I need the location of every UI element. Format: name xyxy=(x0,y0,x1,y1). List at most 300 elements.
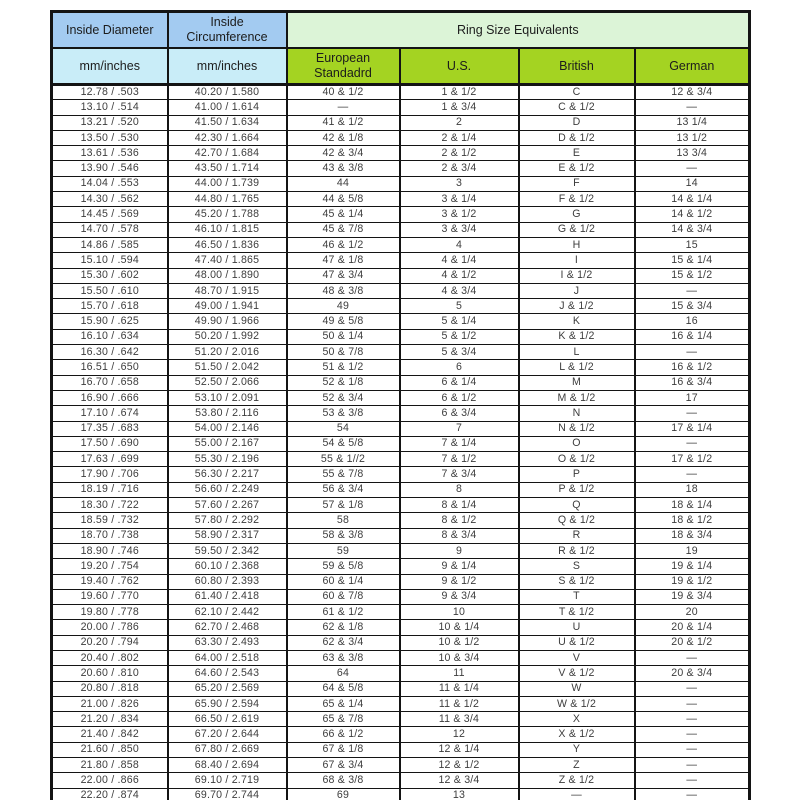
cell: 51 & 1/2 xyxy=(287,360,400,375)
cell: D & 1/2 xyxy=(519,130,635,145)
cell: 41 & 1/2 xyxy=(287,115,400,130)
cell: 56.60 / 2.249 xyxy=(168,482,287,497)
cell: 17.90 / .706 xyxy=(52,467,168,482)
table-row xyxy=(52,773,750,788)
cell: 20 xyxy=(635,605,750,620)
table-row xyxy=(52,85,750,100)
cell: 7 xyxy=(400,421,519,436)
cell: 13.50 / .530 xyxy=(52,130,168,145)
cell: 18 xyxy=(635,482,750,497)
cell: L xyxy=(519,345,635,360)
cell: 16 & 1/4 xyxy=(635,329,750,344)
cell: E xyxy=(519,146,635,161)
cell: 44.00 / 1.739 xyxy=(168,176,287,191)
cell: 47 & 3/4 xyxy=(287,268,400,283)
cell: K & 1/2 xyxy=(519,329,635,344)
table-row xyxy=(52,329,750,344)
cell: 19.40 / .762 xyxy=(52,574,168,589)
cell: P xyxy=(519,467,635,482)
cell: 12 xyxy=(400,727,519,742)
cell: 10 & 1/4 xyxy=(400,620,519,635)
cell: 48 & 3/8 xyxy=(287,283,400,298)
cell: V & 1/2 xyxy=(519,666,635,681)
cell: 19 & 3/4 xyxy=(635,589,750,604)
cell: 15 & 1/4 xyxy=(635,253,750,268)
cell: 69.70 / 2.744 xyxy=(168,788,287,800)
cell: 63.30 / 2.493 xyxy=(168,635,287,650)
header-ring-size-equivalents: Ring Size Equivalents xyxy=(287,12,750,49)
cell: 56.30 / 2.217 xyxy=(168,467,287,482)
table-header xyxy=(52,12,750,85)
cell: 17.63 / .699 xyxy=(52,452,168,467)
table-row xyxy=(52,222,750,237)
cell: 65 & 1/4 xyxy=(287,696,400,711)
cell: 20.20 / .794 xyxy=(52,635,168,650)
cell: R & 1/2 xyxy=(519,543,635,558)
cell: 20.60 / .810 xyxy=(52,666,168,681)
table-row xyxy=(52,176,750,191)
table-row xyxy=(52,283,750,298)
cell: U xyxy=(519,620,635,635)
table-row xyxy=(52,467,750,482)
cell: D xyxy=(519,115,635,130)
cell: 52 & 1/8 xyxy=(287,375,400,390)
cell: 69.10 / 2.719 xyxy=(168,773,287,788)
cell: 45 & 1/4 xyxy=(287,207,400,222)
cell: 2 & 3/4 xyxy=(400,161,519,176)
cell: 17.50 / .690 xyxy=(52,436,168,451)
cell: 65.20 / 2.569 xyxy=(168,681,287,696)
cell: 16 & 1/2 xyxy=(635,360,750,375)
cell: 52 & 3/4 xyxy=(287,390,400,405)
cell: 19.60 / .770 xyxy=(52,589,168,604)
cell: 49.00 / 1.941 xyxy=(168,299,287,314)
cell: 20 & 3/4 xyxy=(635,666,750,681)
cell: 5 & 3/4 xyxy=(400,345,519,360)
cell: N & 1/2 xyxy=(519,421,635,436)
table-row xyxy=(52,192,750,207)
cell: 4 & 1/4 xyxy=(400,253,519,268)
cell: 20 & 1/4 xyxy=(635,620,750,635)
cell: 2 & 1/2 xyxy=(400,146,519,161)
cell: 2 & 1/4 xyxy=(400,130,519,145)
table-row xyxy=(52,130,750,145)
cell: 14 & 3/4 xyxy=(635,222,750,237)
cell: 12 & 1/4 xyxy=(400,742,519,757)
cell: 18.70 / .738 xyxy=(52,528,168,543)
cell: 41.50 / 1.634 xyxy=(168,115,287,130)
cell: 44.80 / 1.765 xyxy=(168,192,287,207)
header-european-standard: European Standadrd xyxy=(287,48,400,85)
table-row xyxy=(52,299,750,314)
cell: — xyxy=(635,283,750,298)
cell: 15 & 1/2 xyxy=(635,268,750,283)
header-inside-circumference: Inside Circumference xyxy=(168,12,287,49)
cell: 60.80 / 2.393 xyxy=(168,574,287,589)
header-us: U.S. xyxy=(400,48,519,85)
cell: 57 & 1/8 xyxy=(287,498,400,513)
cell: 55 & 7/8 xyxy=(287,467,400,482)
cell: 57.80 / 2.292 xyxy=(168,513,287,528)
cell: 4 & 1/2 xyxy=(400,268,519,283)
cell: — xyxy=(635,681,750,696)
cell: 55.30 / 2.196 xyxy=(168,452,287,467)
header-diameter-units: mm/inches xyxy=(52,48,168,85)
cell: 42 & 1/8 xyxy=(287,130,400,145)
table-row xyxy=(52,161,750,176)
cell: Q & 1/2 xyxy=(519,513,635,528)
cell: U & 1/2 xyxy=(519,635,635,650)
cell: 14.86 / .585 xyxy=(52,237,168,252)
cell: M xyxy=(519,375,635,390)
table-row xyxy=(52,758,750,773)
cell: 67 & 3/4 xyxy=(287,758,400,773)
cell: 4 & 3/4 xyxy=(400,283,519,298)
header-german: German xyxy=(635,48,750,85)
cell: S & 1/2 xyxy=(519,574,635,589)
cell: 51.20 / 2.016 xyxy=(168,345,287,360)
cell: M & 1/2 xyxy=(519,390,635,405)
cell: 44 xyxy=(287,176,400,191)
cell: 11 & 3/4 xyxy=(400,712,519,727)
cell: 16.90 / .666 xyxy=(52,390,168,405)
cell: 15.50 / .610 xyxy=(52,283,168,298)
cell: 18.30 / .722 xyxy=(52,498,168,513)
cell: E & 1/2 xyxy=(519,161,635,176)
cell: 5 & 1/2 xyxy=(400,329,519,344)
cell: 11 xyxy=(400,666,519,681)
cell: R xyxy=(519,528,635,543)
cell: 12.78 / .503 xyxy=(52,85,168,100)
cell: — xyxy=(635,696,750,711)
table-row xyxy=(52,115,750,130)
cell: 11 & 1/4 xyxy=(400,681,519,696)
cell: 48.00 / 1.890 xyxy=(168,268,287,283)
table-row xyxy=(52,375,750,390)
cell: 5 xyxy=(400,299,519,314)
table-row xyxy=(52,452,750,467)
cell: 19 & 1/2 xyxy=(635,574,750,589)
cell: 6 & 1/4 xyxy=(400,375,519,390)
table-row xyxy=(52,498,750,513)
cell: 8 & 1/4 xyxy=(400,498,519,513)
cell: 19 & 1/4 xyxy=(635,559,750,574)
header-british: British xyxy=(519,48,635,85)
cell: 66 & 1/2 xyxy=(287,727,400,742)
cell: 7 & 3/4 xyxy=(400,467,519,482)
cell: 17 & 1/4 xyxy=(635,421,750,436)
cell: — xyxy=(635,345,750,360)
cell: 68 & 3/8 xyxy=(287,773,400,788)
cell: 13.21 / .520 xyxy=(52,115,168,130)
cell: 17.35 / .683 xyxy=(52,421,168,436)
cell: O & 1/2 xyxy=(519,452,635,467)
cell: 69 xyxy=(287,788,400,800)
cell: 21.20 / .834 xyxy=(52,712,168,727)
cell: 60 & 7/8 xyxy=(287,589,400,604)
cell: 4 xyxy=(400,237,519,252)
cell: 68.40 / 2.694 xyxy=(168,758,287,773)
cell: I & 1/2 xyxy=(519,268,635,283)
cell: — xyxy=(635,742,750,757)
cell: C xyxy=(519,85,635,100)
table-row xyxy=(52,207,750,222)
cell: 16.30 / .642 xyxy=(52,345,168,360)
cell: 21.60 / .850 xyxy=(52,742,168,757)
cell: 6 & 1/2 xyxy=(400,390,519,405)
cell: 67.80 / 2.669 xyxy=(168,742,287,757)
cell: 22.20 / .874 xyxy=(52,788,168,800)
cell: 50.20 / 1.992 xyxy=(168,329,287,344)
cell: O xyxy=(519,436,635,451)
cell: 59 & 5/8 xyxy=(287,559,400,574)
cell: 47 & 1/8 xyxy=(287,253,400,268)
cell: 41.00 / 1.614 xyxy=(168,100,287,115)
cell: — xyxy=(287,100,400,115)
cell: 14 & 1/2 xyxy=(635,207,750,222)
table-row xyxy=(52,345,750,360)
cell: 18.90 / .746 xyxy=(52,543,168,558)
cell: 20 & 1/2 xyxy=(635,635,750,650)
cell: 1 & 1/2 xyxy=(400,85,519,100)
cell: 3 & 1/2 xyxy=(400,207,519,222)
cell: 16.70 / .658 xyxy=(52,375,168,390)
cell: F xyxy=(519,176,635,191)
cell: W xyxy=(519,681,635,696)
cell: 67 & 1/8 xyxy=(287,742,400,757)
cell: 14.70 / .578 xyxy=(52,222,168,237)
cell: 19.20 / .754 xyxy=(52,559,168,574)
cell: Y xyxy=(519,742,635,757)
cell: 16.10 / .634 xyxy=(52,329,168,344)
cell: 55 & 1//2 xyxy=(287,452,400,467)
cell: G xyxy=(519,207,635,222)
table-row xyxy=(52,635,750,650)
table-row xyxy=(52,543,750,558)
cell: 42 & 3/4 xyxy=(287,146,400,161)
cell: G & 1/2 xyxy=(519,222,635,237)
cell: 10 xyxy=(400,605,519,620)
cell: 16 xyxy=(635,314,750,329)
cell: 15.90 / .625 xyxy=(52,314,168,329)
cell: 42.30 / 1.664 xyxy=(168,130,287,145)
cell: 64.60 / 2.543 xyxy=(168,666,287,681)
cell: 52.50 / 2.066 xyxy=(168,375,287,390)
cell: 18 & 1/4 xyxy=(635,498,750,513)
cell: 15 xyxy=(635,237,750,252)
cell: — xyxy=(635,773,750,788)
cell: V xyxy=(519,650,635,665)
cell: — xyxy=(635,436,750,451)
cell: 58 & 3/8 xyxy=(287,528,400,543)
cell: W & 1/2 xyxy=(519,696,635,711)
cell: 51.50 / 2.042 xyxy=(168,360,287,375)
cell: 65.90 / 2.594 xyxy=(168,696,287,711)
cell: — xyxy=(635,758,750,773)
table-row xyxy=(52,712,750,727)
cell: 14.45 / .569 xyxy=(52,207,168,222)
cell: 40 & 1/2 xyxy=(287,85,400,100)
cell: Q xyxy=(519,498,635,513)
cell: 18.19 / .716 xyxy=(52,482,168,497)
table-row xyxy=(52,482,750,497)
table-row xyxy=(52,421,750,436)
cell: 62.70 / 2.468 xyxy=(168,620,287,635)
table-row xyxy=(52,574,750,589)
table-row xyxy=(52,513,750,528)
cell: 20.40 / .802 xyxy=(52,650,168,665)
cell: 8 & 1/2 xyxy=(400,513,519,528)
table-row xyxy=(52,268,750,283)
cell: 13.61 / .536 xyxy=(52,146,168,161)
cell: C & 1/2 xyxy=(519,100,635,115)
ring-size-table xyxy=(50,10,751,800)
cell: 8 xyxy=(400,482,519,497)
cell: — xyxy=(635,406,750,421)
table-row xyxy=(52,390,750,405)
cell: 5 & 1/4 xyxy=(400,314,519,329)
cell: 14.04 / .553 xyxy=(52,176,168,191)
header-inside-diameter: Inside Diameter xyxy=(52,12,168,49)
cell: 12 & 1/2 xyxy=(400,758,519,773)
table-row xyxy=(52,788,750,800)
cell: 53 & 3/8 xyxy=(287,406,400,421)
cell: 9 & 1/2 xyxy=(400,574,519,589)
cell: X xyxy=(519,712,635,727)
cell: — xyxy=(635,100,750,115)
cell: 44 & 5/8 xyxy=(287,192,400,207)
cell: T & 1/2 xyxy=(519,605,635,620)
cell: 13.10 / .514 xyxy=(52,100,168,115)
cell: 54.00 / 2.146 xyxy=(168,421,287,436)
cell: 12 & 3/4 xyxy=(635,85,750,100)
cell: 54 xyxy=(287,421,400,436)
cell: — xyxy=(635,727,750,742)
cell: 7 & 1/4 xyxy=(400,436,519,451)
table-row xyxy=(52,559,750,574)
cell: Z xyxy=(519,758,635,773)
cell: 13 xyxy=(400,788,519,800)
table-row xyxy=(52,100,750,115)
cell: 16 & 3/4 xyxy=(635,375,750,390)
table-row xyxy=(52,436,750,451)
table-row xyxy=(52,650,750,665)
table-row xyxy=(52,605,750,620)
cell: 60 & 1/4 xyxy=(287,574,400,589)
cell: 22.00 / .866 xyxy=(52,773,168,788)
cell: 49 xyxy=(287,299,400,314)
cell: 59.50 / 2.342 xyxy=(168,543,287,558)
cell: 64 & 5/8 xyxy=(287,681,400,696)
cell: — xyxy=(635,788,750,800)
cell: 43 & 3/8 xyxy=(287,161,400,176)
cell: 6 xyxy=(400,360,519,375)
cell: 20.00 / .786 xyxy=(52,620,168,635)
cell: 14 xyxy=(635,176,750,191)
cell: 13 1/4 xyxy=(635,115,750,130)
table-row xyxy=(52,696,750,711)
cell: 61 & 1/2 xyxy=(287,605,400,620)
cell: 19 xyxy=(635,543,750,558)
cell: 15 & 3/4 xyxy=(635,299,750,314)
table-row xyxy=(52,237,750,252)
cell: 21.40 / .842 xyxy=(52,727,168,742)
cell: — xyxy=(519,788,635,800)
cell: 13 3/4 xyxy=(635,146,750,161)
cell: 7 & 1/2 xyxy=(400,452,519,467)
cell: 49.90 / 1.966 xyxy=(168,314,287,329)
cell: 67.20 / 2.644 xyxy=(168,727,287,742)
cell: 2 xyxy=(400,115,519,130)
cell: 17 xyxy=(635,390,750,405)
cell: 11 & 1/2 xyxy=(400,696,519,711)
table-row xyxy=(52,253,750,268)
cell: 47.40 / 1.865 xyxy=(168,253,287,268)
cell: 61.40 / 2.418 xyxy=(168,589,287,604)
cell: L & 1/2 xyxy=(519,360,635,375)
cell: 65 & 7/8 xyxy=(287,712,400,727)
header-row-titles xyxy=(52,12,750,49)
cell: 18 & 1/2 xyxy=(635,513,750,528)
cell: Z & 1/2 xyxy=(519,773,635,788)
cell: 40.20 / 1.580 xyxy=(168,85,287,100)
cell: 13 1/2 xyxy=(635,130,750,145)
table-row xyxy=(52,528,750,543)
cell: 60.10 / 2.368 xyxy=(168,559,287,574)
cell: 50 & 7/8 xyxy=(287,345,400,360)
table-body xyxy=(52,85,750,800)
cell: P & 1/2 xyxy=(519,482,635,497)
cell: T xyxy=(519,589,635,604)
cell: 63 & 3/8 xyxy=(287,650,400,665)
cell: H xyxy=(519,237,635,252)
cell: 56 & 3/4 xyxy=(287,482,400,497)
table-row xyxy=(52,727,750,742)
cell: 18 & 3/4 xyxy=(635,528,750,543)
cell: F & 1/2 xyxy=(519,192,635,207)
cell: 13.90 / .546 xyxy=(52,161,168,176)
cell: 53.10 / 2.091 xyxy=(168,390,287,405)
cell: 15.70 / .618 xyxy=(52,299,168,314)
table-row xyxy=(52,314,750,329)
table-row xyxy=(52,589,750,604)
cell: 17 & 1/2 xyxy=(635,452,750,467)
cell: S xyxy=(519,559,635,574)
cell: 8 & 3/4 xyxy=(400,528,519,543)
cell: 15.30 / .602 xyxy=(52,268,168,283)
cell: — xyxy=(635,650,750,665)
cell: 10 & 3/4 xyxy=(400,650,519,665)
cell: 9 & 3/4 xyxy=(400,589,519,604)
cell: 19.80 / .778 xyxy=(52,605,168,620)
cell: 53.80 / 2.116 xyxy=(168,406,287,421)
cell: 59 xyxy=(287,543,400,558)
cell: 14.30 / .562 xyxy=(52,192,168,207)
cell: 6 & 3/4 xyxy=(400,406,519,421)
table-row xyxy=(52,742,750,757)
cell: 16.51 / .650 xyxy=(52,360,168,375)
cell: 14 & 1/4 xyxy=(635,192,750,207)
cell: 58.90 / 2.317 xyxy=(168,528,287,543)
cell: 46 & 1/2 xyxy=(287,237,400,252)
table-row xyxy=(52,406,750,421)
cell: 15.10 / .594 xyxy=(52,253,168,268)
cell: 54 & 5/8 xyxy=(287,436,400,451)
cell: — xyxy=(635,467,750,482)
cell: 48.70 / 1.915 xyxy=(168,283,287,298)
cell: 20.80 / .818 xyxy=(52,681,168,696)
cell: 12 & 3/4 xyxy=(400,773,519,788)
